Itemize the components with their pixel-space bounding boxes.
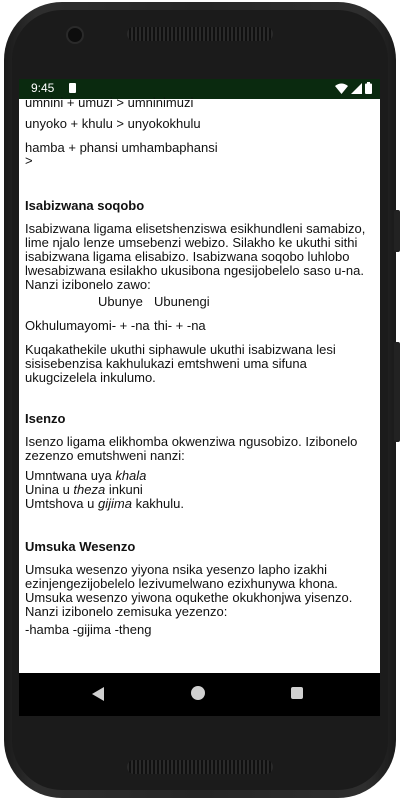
table-header: Ubunye	[98, 294, 143, 309]
home-icon[interactable]	[191, 686, 205, 700]
example-list	[25, 469, 184, 511]
paragraph	[25, 222, 365, 292]
example-line: Umtshova u gijima kakhulu.	[25, 496, 184, 511]
section-heading: Umsuka Wesenzo	[25, 539, 136, 554]
table-cell: Okhulumayo	[25, 318, 98, 333]
bottom-speaker	[127, 760, 273, 774]
text-line: unyoko + khulu > unyokokhulu	[25, 116, 201, 131]
text-line: isabizwana ligama elisabizo. Isabizwana soqobo luhlobo	[25, 249, 350, 264]
text-line: Nanzi izibonelo zemisuka yezenzo:	[25, 604, 228, 619]
text-line: sisisebenzisa kakhulukazi emtshweni uma sifuna	[25, 356, 307, 371]
front-camera	[66, 26, 84, 44]
text-line: ukugcizelela inkulumo.	[25, 370, 156, 385]
text-line: umnini + umuzi > umninimuzi	[25, 95, 194, 110]
signal-icon	[351, 83, 362, 94]
article-content	[25, 95, 377, 673]
text-line: lime njalo lenze umsebenzi webizo. Silakho ke ukuthi sithi	[25, 235, 358, 250]
navigation-bar	[19, 673, 380, 716]
top-speaker	[127, 27, 273, 41]
wifi-icon	[335, 83, 348, 94]
status-time: 9:45	[31, 81, 55, 95]
text-line-cutoff: -hamba -gijima -theng	[25, 622, 152, 637]
table-cell: thi- + -na	[154, 318, 206, 333]
text-line: Kuqakathekile ukuthi siphawule ukuthi isabizwana lesi	[25, 342, 336, 357]
text-line: lwesabizwana esilakho ukusibona ngesijobelelo saso u-na.	[25, 263, 364, 278]
power-button	[394, 342, 400, 442]
text-line: ezinjengezijobelelo lezivumelwano ezixhunywa khona.	[25, 576, 338, 591]
text-line: Umsuka wesenzo yiyona nsika yesenzo lapho izakhi	[25, 562, 328, 577]
paragraph	[25, 435, 357, 463]
text-line: hamba + phansi umhambaphansi	[25, 140, 218, 155]
text-line: Isenzo ligama elikhomba okwenziwa ngusobizo. Izibonelo	[25, 434, 358, 449]
section-heading: Isenzo	[25, 411, 66, 426]
text-line: Isabizwana ligama elisetshenziswa esikhundleni samabizo,	[25, 221, 366, 236]
table-cell: mi- + -na	[98, 318, 150, 333]
back-icon[interactable]	[92, 687, 104, 701]
section-heading: Isabizwana soqobo	[25, 198, 145, 213]
paragraph	[25, 563, 352, 619]
text-line: Umsuka wesenzo yiwona oqukethe okukhonjwa yisenzo.	[25, 590, 353, 605]
sim-card-icon	[69, 83, 76, 93]
recents-icon[interactable]	[291, 687, 303, 699]
volume-button	[394, 210, 400, 252]
battery-icon	[365, 82, 372, 94]
text-line: zezenzo emutshweni nanzi:	[25, 448, 185, 463]
screen	[19, 79, 380, 716]
text-line: Nanzi izibonelo zawo:	[25, 277, 151, 292]
example-line: Unina u theza inkuni	[25, 482, 143, 497]
paragraph	[25, 343, 336, 385]
text-line: >	[25, 153, 33, 168]
example-line: Umntwana uya khala	[25, 468, 147, 483]
table-header: Ubunengi	[154, 294, 210, 309]
